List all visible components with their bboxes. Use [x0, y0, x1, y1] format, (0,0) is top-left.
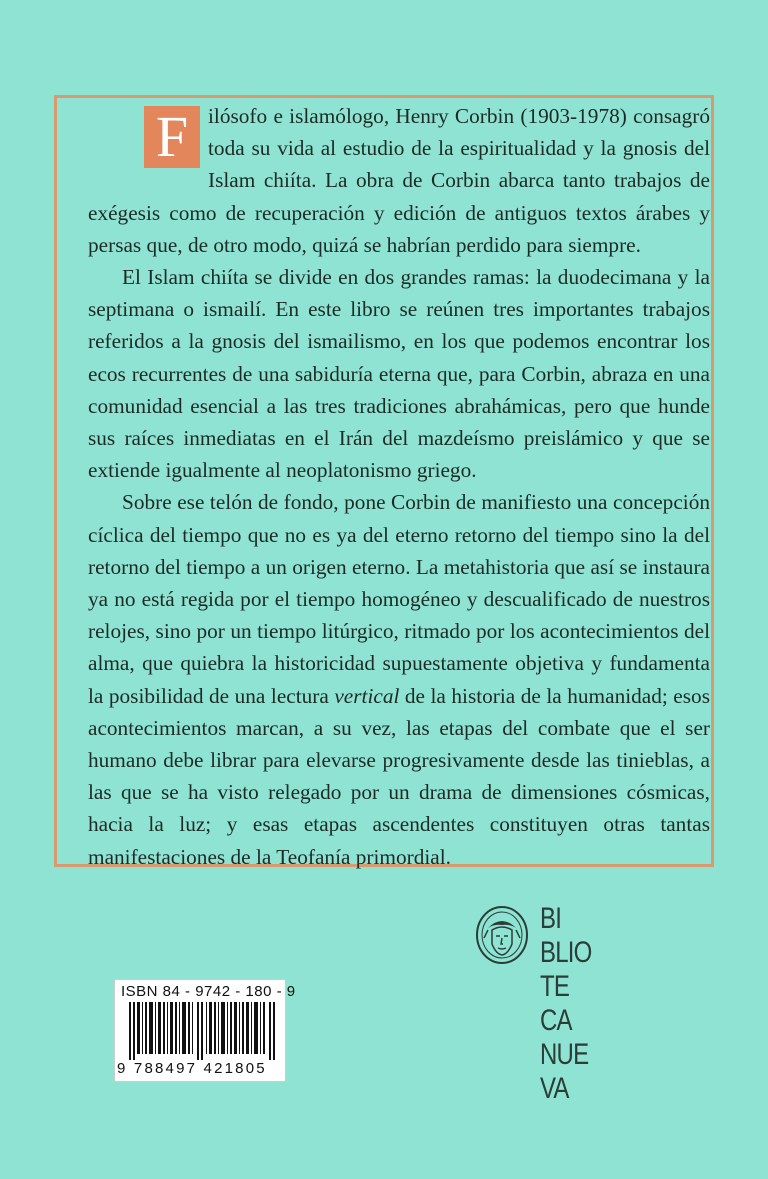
barcode-box — [114, 979, 296, 1082]
logo-line: CA — [540, 1004, 572, 1037]
paragraph-3-italic: vertical — [334, 683, 400, 708]
paragraph-1 — [88, 100, 710, 261]
logo-line: BI — [540, 902, 562, 935]
isbn-label: ISBN 84 - 9742 - 180 - 9 — [121, 983, 296, 1000]
publisher-logo-text — [540, 902, 592, 1106]
paragraph-1-text: ilósofo e islamólogo, Henry Corbin (1903-1978) consagró toda su vida al estudio de la espiritualidad y la gnosis del Islam chiíta. La obra de Corbin abarca tanto trabajos de exégesis como de recuperación y edición de antiguos textos árabes y persas que, de otro modo, quizá se habrían perdido para siempre. — [88, 104, 710, 257]
ean-digits: 9 788497 421805 — [117, 1060, 267, 1077]
paragraph-3-text-b: de la historia de la humanidad; esos acontecimientos marcan, a su vez, las etapas del combate que el ser humano debe librar para elevarse progresivamente desde las tinieblas, a las que se ha visto relegado por un drama de dimensiones cósmicas, hacia la luz; y esas etapas ascendentes constituyen otras tantas manifestaciones de la Teofanía primordial. — [88, 683, 710, 869]
publisher-head-logo-icon — [474, 904, 530, 966]
barcode-bars — [129, 1002, 277, 1060]
drop-cap: F — [144, 106, 200, 168]
paragraph-2: El Islam chiíta se divide en dos grandes ramas: la duodecimana y la septimana o ismailí. En este libro se reúnen tres importantes trabajos referidos a la gnosis del ismailismo, en los que podemos encontrar los ecos recurrentes de una sabiduría eterna que, para Corbin, abraza en una comunidad esencial a las tres tradiciones abrahámicas, pero que hunde sus raíces inmediatas en el Irán del mazdeísmo preislámico y que se extiende igualmente al neoplatonismo griego. — [88, 265, 710, 483]
paragraph-3 — [88, 486, 710, 872]
paragraph-3-text-a: Sobre ese telón de fondo, pone Corbin de manifiesto una concepción cíclica del tiempo que no es ya del eterno retorno del tiempo sino la del retorno del tiempo a un origen eterno. La metahistoria que así se instaura ya no está regida por el tiempo homogéneo y descualificado de nuestros relojes, sino por un tiempo litúrgico, ritmado por los acontecimientos del alma, que quiebra la historicidad supuestamente objetiva y fundamenta la posibilidad de una lectura — [88, 490, 710, 708]
back-cover-text — [88, 100, 710, 873]
logo-line: VA — [540, 1072, 569, 1105]
logo-line: TE — [540, 970, 570, 1003]
logo-line: BLIO — [540, 936, 592, 969]
logo-line: NUE — [540, 1038, 589, 1071]
